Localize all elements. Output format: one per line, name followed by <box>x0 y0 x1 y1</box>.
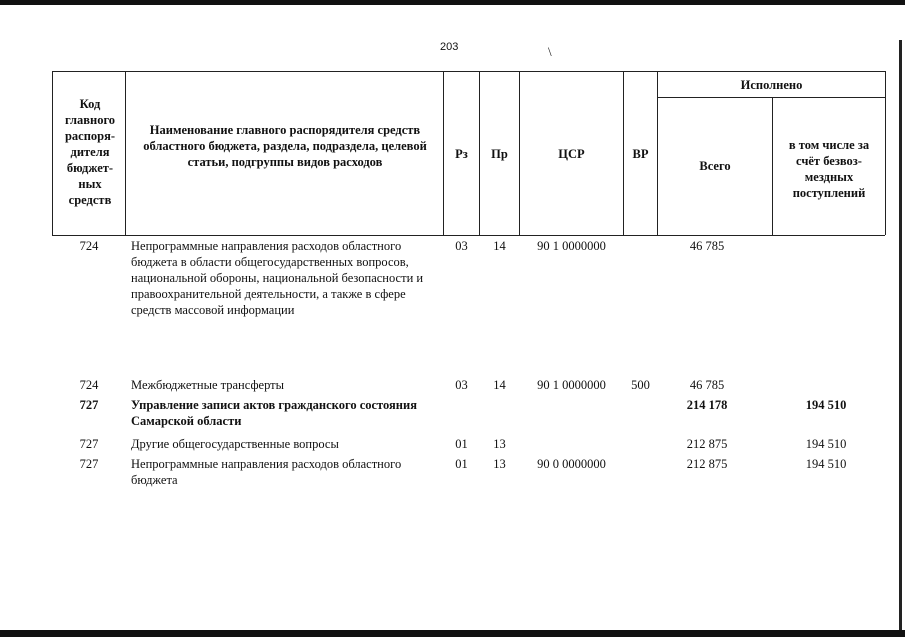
col-rule <box>772 97 773 235</box>
row-name: Непрограммные направления расходов областного бюджета <box>131 457 402 487</box>
header-rz: Рз <box>455 147 468 161</box>
row-code: 727 <box>79 457 99 471</box>
page-number: 203 <box>440 41 459 53</box>
scan-border-top <box>0 0 905 5</box>
row-code: 724 <box>79 239 99 253</box>
row-vr: 500 <box>631 378 650 392</box>
row-total: 212 875 <box>686 437 728 451</box>
row-csr: 90 1 0000000 <box>537 239 606 253</box>
row-name: Управление записи актов гражданского состояния Самарской области <box>131 398 417 428</box>
row-incl: 194 510 <box>805 437 847 451</box>
scan-border-right <box>899 40 902 630</box>
row-pr: 14 <box>493 378 506 392</box>
col-rule <box>52 71 53 235</box>
header-incl: в том числе за счёт безвоз-мездных поступлений <box>788 138 870 200</box>
header-total: Всего <box>699 159 731 173</box>
row-pr: 14 <box>493 239 506 253</box>
scan-border-bottom <box>0 630 905 637</box>
row-code: 727 <box>79 437 99 451</box>
header-pr: Пр <box>491 147 508 161</box>
row-total: 214 178 <box>686 398 728 412</box>
row-rz: 01 <box>455 457 468 471</box>
row-code: 727 <box>79 398 99 412</box>
row-name: Непрограммные направления расходов областного бюджета в области общегосударственных вопросов, национальной обороны, национальной безопасности и правоохранительной деятельности, а также в сфере средств массовой информации <box>131 239 424 317</box>
row-pr: 13 <box>493 457 506 471</box>
row-name: Другие общегосударственные вопросы <box>131 437 339 451</box>
executed-sub-rule <box>657 97 885 98</box>
row-csr: 90 0 0000000 <box>537 457 606 471</box>
row-total: 46 785 <box>689 378 725 392</box>
row-incl: 194 510 <box>805 398 847 412</box>
header-vr: ВР <box>632 147 649 161</box>
stray-mark: \ <box>548 44 552 59</box>
header-bottom-rule <box>52 235 885 236</box>
row-rz: 03 <box>455 378 468 392</box>
header-csr: ЦСР <box>558 147 585 161</box>
col-rule <box>657 71 658 235</box>
col-rule <box>125 71 126 235</box>
row-rz: 01 <box>455 437 468 451</box>
row-rz: 03 <box>455 239 468 253</box>
header-code: Код главного распоря-дителя бюджет-ных средств <box>64 97 116 207</box>
row-total: 46 785 <box>689 239 725 253</box>
row-csr: 90 1 0000000 <box>537 378 606 392</box>
row-pr: 13 <box>493 437 506 451</box>
row-total: 212 875 <box>686 457 728 471</box>
row-name: Межбюджетные трансферты <box>131 378 285 392</box>
header-name: Наименование главного распорядителя средств областного бюджета, раздела, подраздела, целевой статьи, подгруппы видов расходов <box>143 123 427 169</box>
col-rule <box>885 71 886 235</box>
row-code: 724 <box>79 378 99 392</box>
header-top-rule <box>52 71 885 72</box>
header-executed: Исполнено <box>740 78 803 92</box>
row-incl: 194 510 <box>805 457 847 471</box>
